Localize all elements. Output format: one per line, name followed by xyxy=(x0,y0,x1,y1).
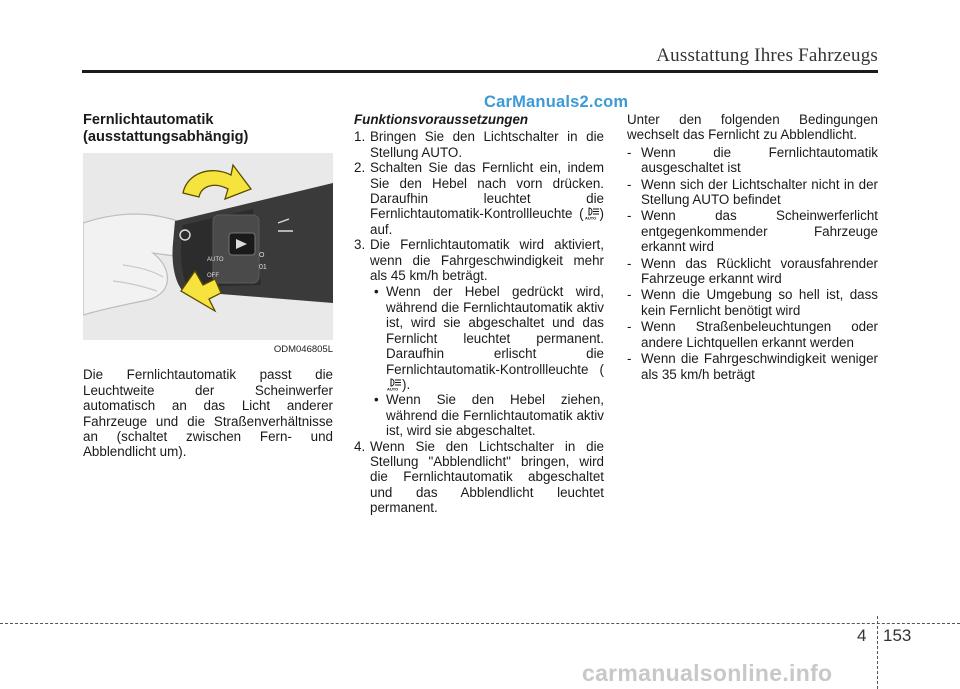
step-number: 4. xyxy=(354,438,366,454)
steps-list xyxy=(354,129,604,515)
step-number: 1. xyxy=(354,129,366,145)
figure-label: ODM046805L xyxy=(273,344,333,355)
list-item: - Wenn das Rücklicht vorausfahrender Fahrzeuge erkannt wird xyxy=(627,255,878,287)
step-text: Bringen Sie den Lichtschalter in die Stellung AUTO. xyxy=(370,129,604,160)
high-beam-assist-icon xyxy=(386,378,402,391)
list-item xyxy=(354,439,604,516)
label-01: 01 xyxy=(259,264,267,271)
condition-text: Wenn sich der Lichtschalter nicht in der Stellung AUTO befindet xyxy=(641,176,878,208)
watermark-top[interactable]: CarManuals2.com xyxy=(484,93,629,111)
conditions-intro: Unter den folgenden Bedingungen wechselt das Fernlicht zu Abblendlicht. xyxy=(627,112,878,143)
auto-icon-label: AUTO xyxy=(387,386,399,391)
step-number: 2. xyxy=(354,160,366,176)
footer-divider xyxy=(877,616,878,689)
list-item: - Wenn die Fernlichtautomatik ausgeschaltet ist xyxy=(627,144,878,176)
label-o: O xyxy=(259,252,265,259)
list-item: - Wenn das Scheinwerferlicht entgegenkommender Fahrzeuge erkannt wird xyxy=(627,208,878,255)
stalk-illustration xyxy=(83,153,333,340)
label-auto: AUTO xyxy=(207,257,224,263)
list-item xyxy=(354,160,604,237)
list-item xyxy=(370,284,604,392)
site-watermark[interactable]: carmanualsonline.info xyxy=(582,660,833,686)
step-text-end: ) auf. xyxy=(370,206,604,237)
bullet-text: Wenn der Hebel gedrückt wird, während die Fernlichtautomatik aktiv ist, wird sie abgeschaltet und das Fernlicht leuchtet permanent. Daraufhin erlischt die Fernlichtautomatik-Kontrollleuchte ( xyxy=(386,284,604,377)
list-item: - Wenn die Fahrgeschwindigkeit weniger als 35 km/h beträgt xyxy=(627,351,878,382)
list-item xyxy=(370,392,604,438)
subsection-title: Funktionsvoraussetzungen xyxy=(354,112,529,127)
list-item xyxy=(354,129,604,160)
bullet-dot: • xyxy=(374,392,379,408)
bullet-dot: • xyxy=(374,284,379,300)
high-beam-assist-icon xyxy=(584,207,600,220)
page-number: 153 xyxy=(883,626,912,645)
header-rule xyxy=(82,70,878,73)
column-right xyxy=(627,112,878,383)
condition-text: Wenn die Umgebung so hell ist, dass kein Fernlicht benötigt wird xyxy=(641,287,878,318)
auto-icon-label: AUTO xyxy=(584,215,596,221)
bullet-text: Wenn Sie den Hebel ziehen, während die Fernlichtautomatik aktiv ist, wird sie abgeschaltet. xyxy=(386,392,604,439)
chapter-number: 4 xyxy=(857,626,867,645)
condition-text: Wenn Straßenbeleuchtungen oder andere Lichtquellen erkannt werden xyxy=(641,319,878,350)
step-text: Die Fernlichtautomatik wird aktiviert, wenn die Fahrgeschwindigkeit mehr als 45 km/h beträgt. xyxy=(370,237,604,284)
section-title: Fernlichtautomatik (ausstattungsabhängig) xyxy=(83,112,249,145)
column-middle xyxy=(354,112,604,516)
condition-text: Wenn das Rücklicht vorausfahrender Fahrzeuge erkannt wird xyxy=(641,255,878,287)
bullet-text-end: ). xyxy=(402,376,411,392)
light-switch-figure xyxy=(83,153,333,340)
condition-text: Wenn die Fahrgeschwindigkeit weniger als 35 km/h beträgt xyxy=(641,351,878,382)
list-item: - Wenn Straßenbeleuchtungen oder andere Lichtquellen erkannt werden xyxy=(627,319,878,350)
column-left xyxy=(83,112,333,460)
header-title: Ausstattung Ihres Fahrzeugs xyxy=(656,45,878,66)
bullet-list xyxy=(370,284,604,438)
step-number: 3. xyxy=(354,237,366,253)
list-item: - Wenn sich der Lichtschalter nicht in der Stellung AUTO befindet xyxy=(627,176,878,208)
condition-text: Wenn die Fernlichtautomatik ausgeschaltet ist xyxy=(641,144,878,176)
list-item xyxy=(354,237,604,438)
intro-paragraph: Die Fernlichtautomatik passt die Leuchtweite der Scheinwerfer automatisch an das Licht anderer Fahrzeuge und die Straßenverhältnisse an (schaltet zwischen Fern- und Abblendlicht um). xyxy=(83,367,333,460)
label-off: OFF xyxy=(207,273,219,279)
conditions-list xyxy=(627,145,878,382)
step-text: Schalten Sie das Fernlicht ein, indem Sie den Hebel nach vorn drücken. Daraufhin leuchtet die Fernlichtautomatik-Kontrollleuchte ( xyxy=(370,160,604,222)
step-text: Wenn Sie den Lichtschalter in die Stellung "Abblendlicht" bringen, wird die Fernlichtautomatik abgeschaltet und das Abblendlicht leuchtet permanent. xyxy=(370,438,604,516)
list-item: - Wenn die Umgebung so hell ist, dass kein Fernlicht benötigt wird xyxy=(627,287,878,318)
condition-text: Wenn das Scheinwerferlicht entgegenkommender Fahrzeuge erkannt wird xyxy=(641,208,878,255)
footer-dashed-rule xyxy=(0,623,960,624)
